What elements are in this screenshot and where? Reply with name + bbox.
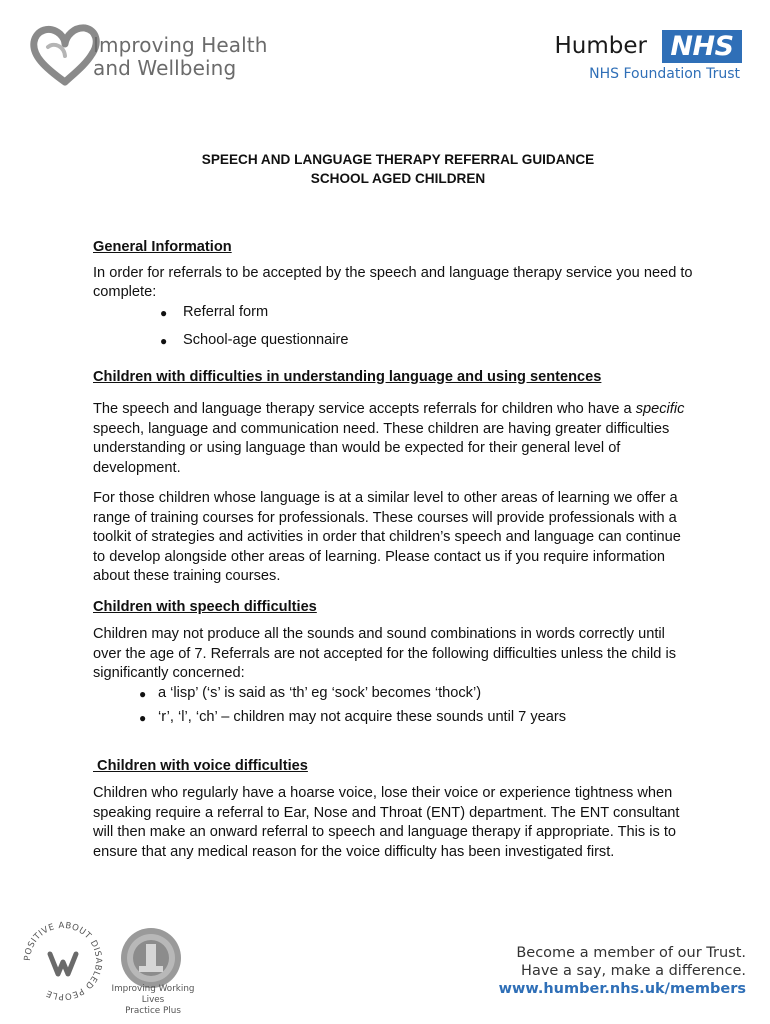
bullet-icon: ● <box>160 305 168 320</box>
language-paragraph-1 <box>93 400 693 478</box>
bullet-icon: ● <box>139 686 147 701</box>
list-item-label: a ‘lisp’ (‘s’ is said as ‘th’ eg ‘sock’ becomes ‘thock’) <box>158 684 482 701</box>
language-paragraph-2: For those children whose language is at a similar level to other areas of learning we offer a range of training courses for professionals. These courses will provide professionals with a toolkit of strategies and activities in order that children’s speech and language can continue to develop alongside other areas of learning. Please contact us if you require information about these training courses. <box>93 490 681 584</box>
page-header <box>0 0 770 110</box>
list-item <box>160 303 693 323</box>
voice-paragraph: Children who regularly have a hoarse voice, lose their voice or experience tightness when speaking require a referral to Ear, Nose and Throat (ENT) department. The ENT consultant will then make an onward referral to speech and language therapy if appropriate. This is to ensure that any medical reason for the voice difficulty has been investigated first. <box>93 785 680 860</box>
humber-name: Humber <box>554 33 647 59</box>
humber-nhs-logo <box>482 30 742 90</box>
required-documents-list <box>93 303 693 351</box>
list-item <box>139 708 693 728</box>
document-title <box>93 150 693 188</box>
member-line-1: Become a member of our Trust. <box>516 945 746 961</box>
document-body <box>93 150 693 862</box>
language-p1-end: speech, language and communication need. These children are having greater difficulties understanding or using language than would be expected for their general level of development. <box>93 420 670 476</box>
members-link[interactable]: www.humber.nhs.uk/members <box>498 981 746 997</box>
speech-paragraph: Children may not produce all the sounds and sound combinations in words correctly until over the age of 7. Referrals are not accepted for the following difficulties unless the child is significantly concerned: <box>93 626 676 681</box>
list-item-label: School-age questionnaire <box>183 332 349 348</box>
heart-logo-icon <box>30 22 100 88</box>
list-item <box>160 331 693 351</box>
language-p1-start: The speech and language therapy service accepts referrals for children who have a <box>93 401 636 417</box>
trust-name: NHS Foundation Trust <box>589 66 740 82</box>
speech-difficulties-heading: Children with speech difficulties <box>93 598 317 615</box>
general-info-text: In order for referrals to be accepted by the speech and language therapy service you need to complete: <box>93 264 693 300</box>
member-line-2: Have a say, make a difference. <box>521 963 746 979</box>
iwl-line-1: Improving Working Lives <box>111 984 195 1005</box>
list-item-label: ‘r’, ‘l’, ‘ch’ – children may not acquire these sounds until 7 years <box>158 709 567 725</box>
title-line-1: SPEECH AND LANGUAGE THERAPY REFERRAL GUIDANCE <box>201 152 595 167</box>
improving-working-lives-badge-icon <box>119 926 183 990</box>
list-item <box>139 684 693 704</box>
bullet-icon: ● <box>160 334 168 348</box>
positive-about-disabled-people-badge-icon <box>20 918 106 1004</box>
language-difficulties-heading: Children with difficulties in understanding language and using sentences <box>93 368 602 385</box>
bullet-icon: ● <box>139 711 147 725</box>
improving-health-logo <box>30 22 280 88</box>
general-info-heading: General Information <box>93 239 232 255</box>
iwl-caption <box>100 984 206 1017</box>
ihw-line-2: and Wellbeing <box>93 56 237 80</box>
list-item-label: Referral form <box>183 303 269 320</box>
voice-difficulties-heading: Children with voice difficulties <box>93 757 308 774</box>
language-p1-emphasis: specific <box>635 401 685 417</box>
excluded-difficulties-list <box>93 684 693 728</box>
improving-health-wordmark <box>93 34 268 80</box>
ihw-line-1: Improving Health <box>93 33 268 57</box>
nhs-badge: NHS <box>662 30 742 63</box>
membership-callout <box>499 944 746 998</box>
title-line-2: SCHOOL AGED CHILDREN <box>310 171 486 186</box>
iwl-line-2: Practice Plus <box>125 1006 181 1016</box>
badge-ring-text: POSITIVE ABOUT DISABLED PEOPLE <box>22 920 104 1002</box>
